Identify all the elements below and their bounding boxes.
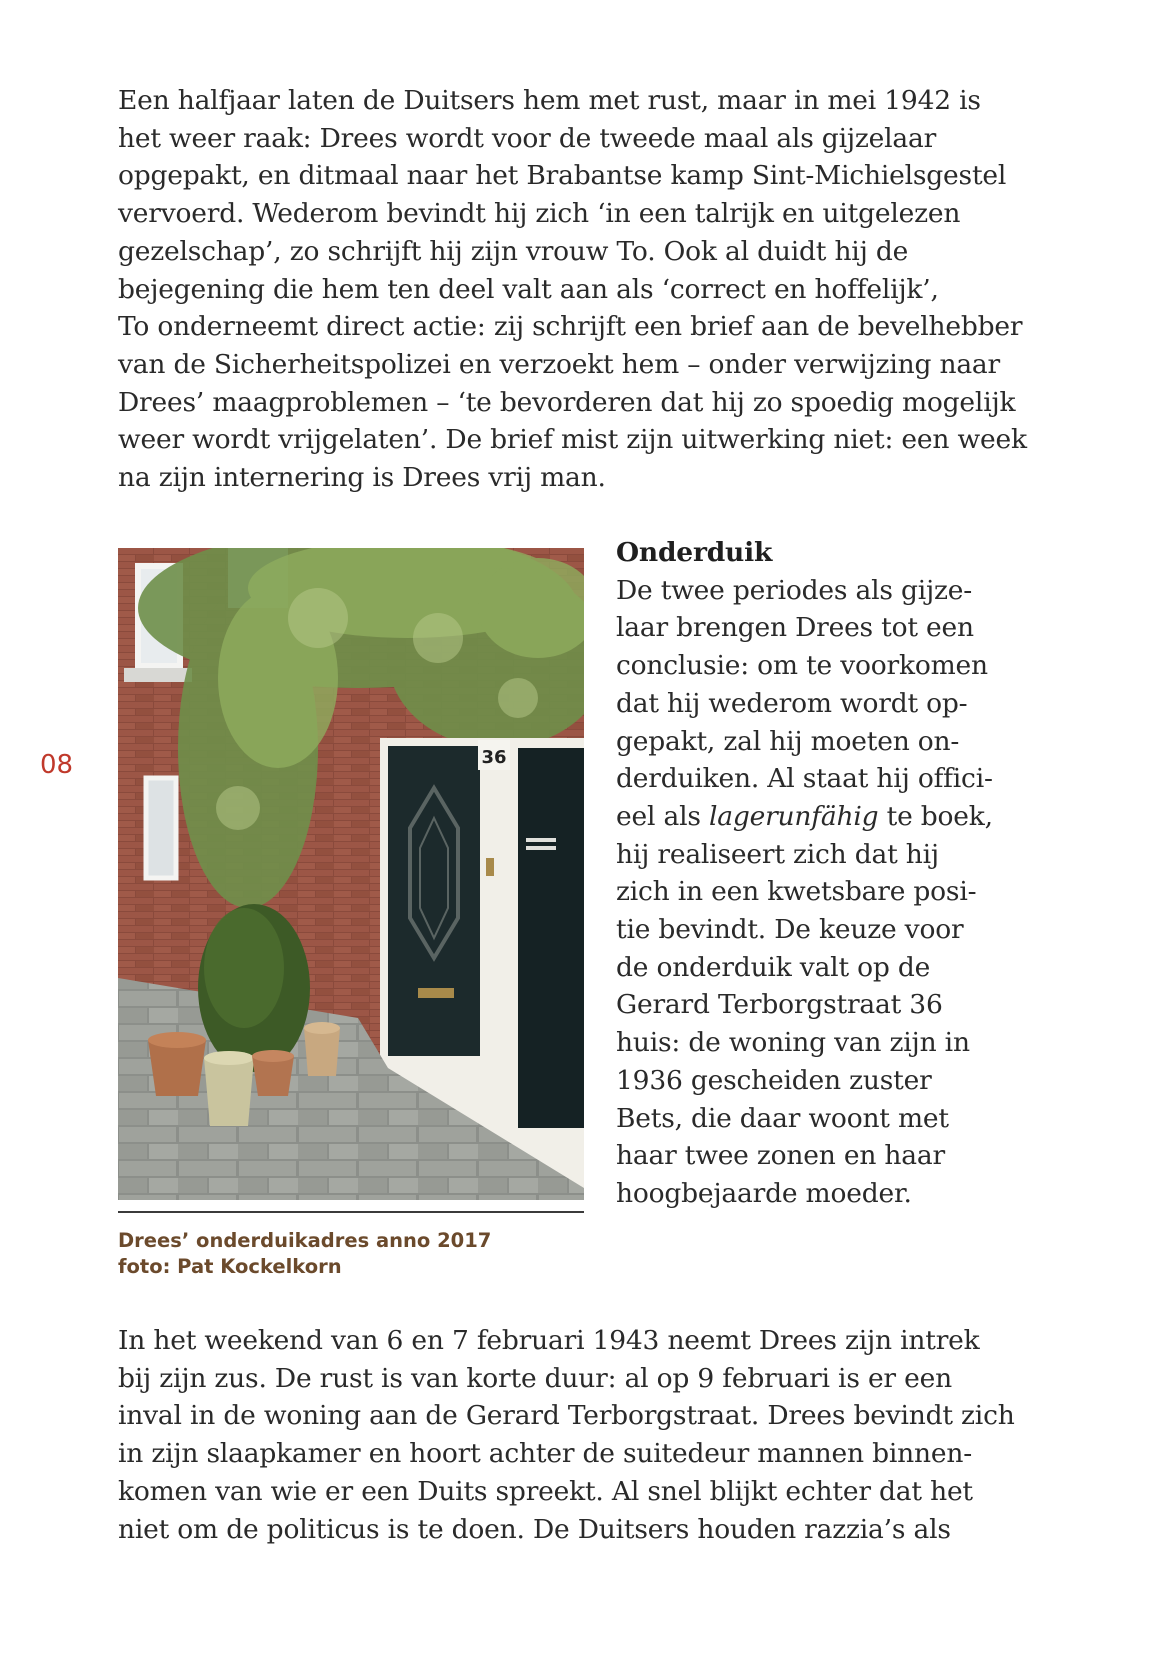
italic-term: lagerunfähig	[708, 800, 879, 832]
text-line: zich in een kwetsbare posi-	[616, 876, 977, 908]
caption-line: Drees’ onderduikadres anno 2017	[118, 1229, 492, 1252]
caption-credit: foto: Pat Kockelkorn	[118, 1255, 342, 1278]
house-number: 36	[481, 747, 507, 768]
text-line: Drees’ maagproblemen – ‘te bevorderen dat hij zo spoedig mogelijk	[118, 386, 1016, 418]
text-line: derduiken. Al staat hij offici-	[616, 763, 993, 795]
text-line: na zijn internering is Drees vrij man.	[118, 462, 606, 494]
text-line: het weer raak: Drees wordt voor de tweede maal als gijzelaar	[118, 122, 937, 154]
text-line: Een halfjaar laten de Duitsers hem met rust, maar in mei 1942 is	[118, 85, 981, 116]
text-line: gezelschap’, zo schrijft hij zijn vrouw To. Ook al duidt hij de	[118, 235, 909, 267]
text-line: bejegening die hem ten deel valt aan als ‘correct en hoffelijk’,	[118, 273, 939, 305]
outro-paragraph	[118, 1322, 1018, 1548]
intro-paragraph	[118, 82, 1027, 497]
text-line: haar twee zonen en haar	[616, 1140, 945, 1172]
text-line: To onderneemt direct actie: zij schrijft een brief aan de bevelhebber	[118, 311, 1023, 343]
text-line: inval in de woning aan de Gerard Terborgstraat. Drees bevindt zich	[118, 1400, 1015, 1432]
text-line: dat hij wederom wordt op-	[616, 687, 968, 719]
text-line: Bets, die daar woont met	[616, 1102, 949, 1134]
text-line: In het weekend van 6 en 7 februari 1943 neemt Drees zijn intrek	[118, 1325, 980, 1356]
text-line: Gerard Terborgstraat 36	[616, 989, 943, 1021]
text-line: komen van wie er een Duits spreekt. Al snel blijkt echter dat het	[118, 1475, 973, 1507]
text-line: hoogbejaarde moeder.	[616, 1177, 912, 1209]
text-line: tie bevindt. De keuze voor	[616, 914, 964, 946]
text-line: De twee periodes als gijze-	[616, 574, 973, 606]
text-line: in zijn slaapkamer en hoort achter de suitedeur mannen binnen-	[118, 1438, 972, 1470]
caption-divider	[118, 1211, 584, 1213]
text-line: conclusie: om te voorkomen	[616, 650, 988, 682]
text-line: vervoerd. Wederom bevindt hij zich ‘in een talrijk en uitgelezen	[118, 198, 961, 230]
text-line-italic	[616, 798, 1036, 836]
text-line: huis: de woning van zijn in	[616, 1027, 970, 1059]
section-onderduik	[616, 534, 1036, 1213]
page-number: 08	[40, 750, 74, 780]
line-suffix: te boek,	[878, 800, 993, 832]
text-line: de onderduik valt op de	[616, 951, 931, 983]
section-heading: Onderduik	[616, 537, 773, 568]
text-line: 1936 gescheiden zuster	[616, 1064, 932, 1096]
text-line: laar brengen Drees tot een	[616, 612, 974, 644]
text-line: hij realiseert zich dat hij	[616, 838, 939, 870]
line-prefix: eel als	[616, 800, 709, 832]
text-line: opgepakt, en ditmaal naar het Brabantse kamp Sint-Michielsgestel	[118, 160, 1007, 192]
text-line: van de Sicherheitspolizei en verzoekt hem – onder verwijzing naar	[118, 348, 1000, 380]
text-line: weer wordt vrijgelaten’. De brief mist zijn uitwerking niet: een week	[118, 424, 1027, 456]
house-photo	[118, 548, 584, 1200]
text-line: niet om de politicus is te doen. De Duitsers houden razzia’s als	[118, 1513, 951, 1545]
text-line: bij zijn zus. De rust is van korte duur: al op 9 februari is er een	[118, 1362, 952, 1394]
photo-caption	[118, 1228, 491, 1280]
text-line: gepakt, zal hij moeten on-	[616, 725, 960, 757]
